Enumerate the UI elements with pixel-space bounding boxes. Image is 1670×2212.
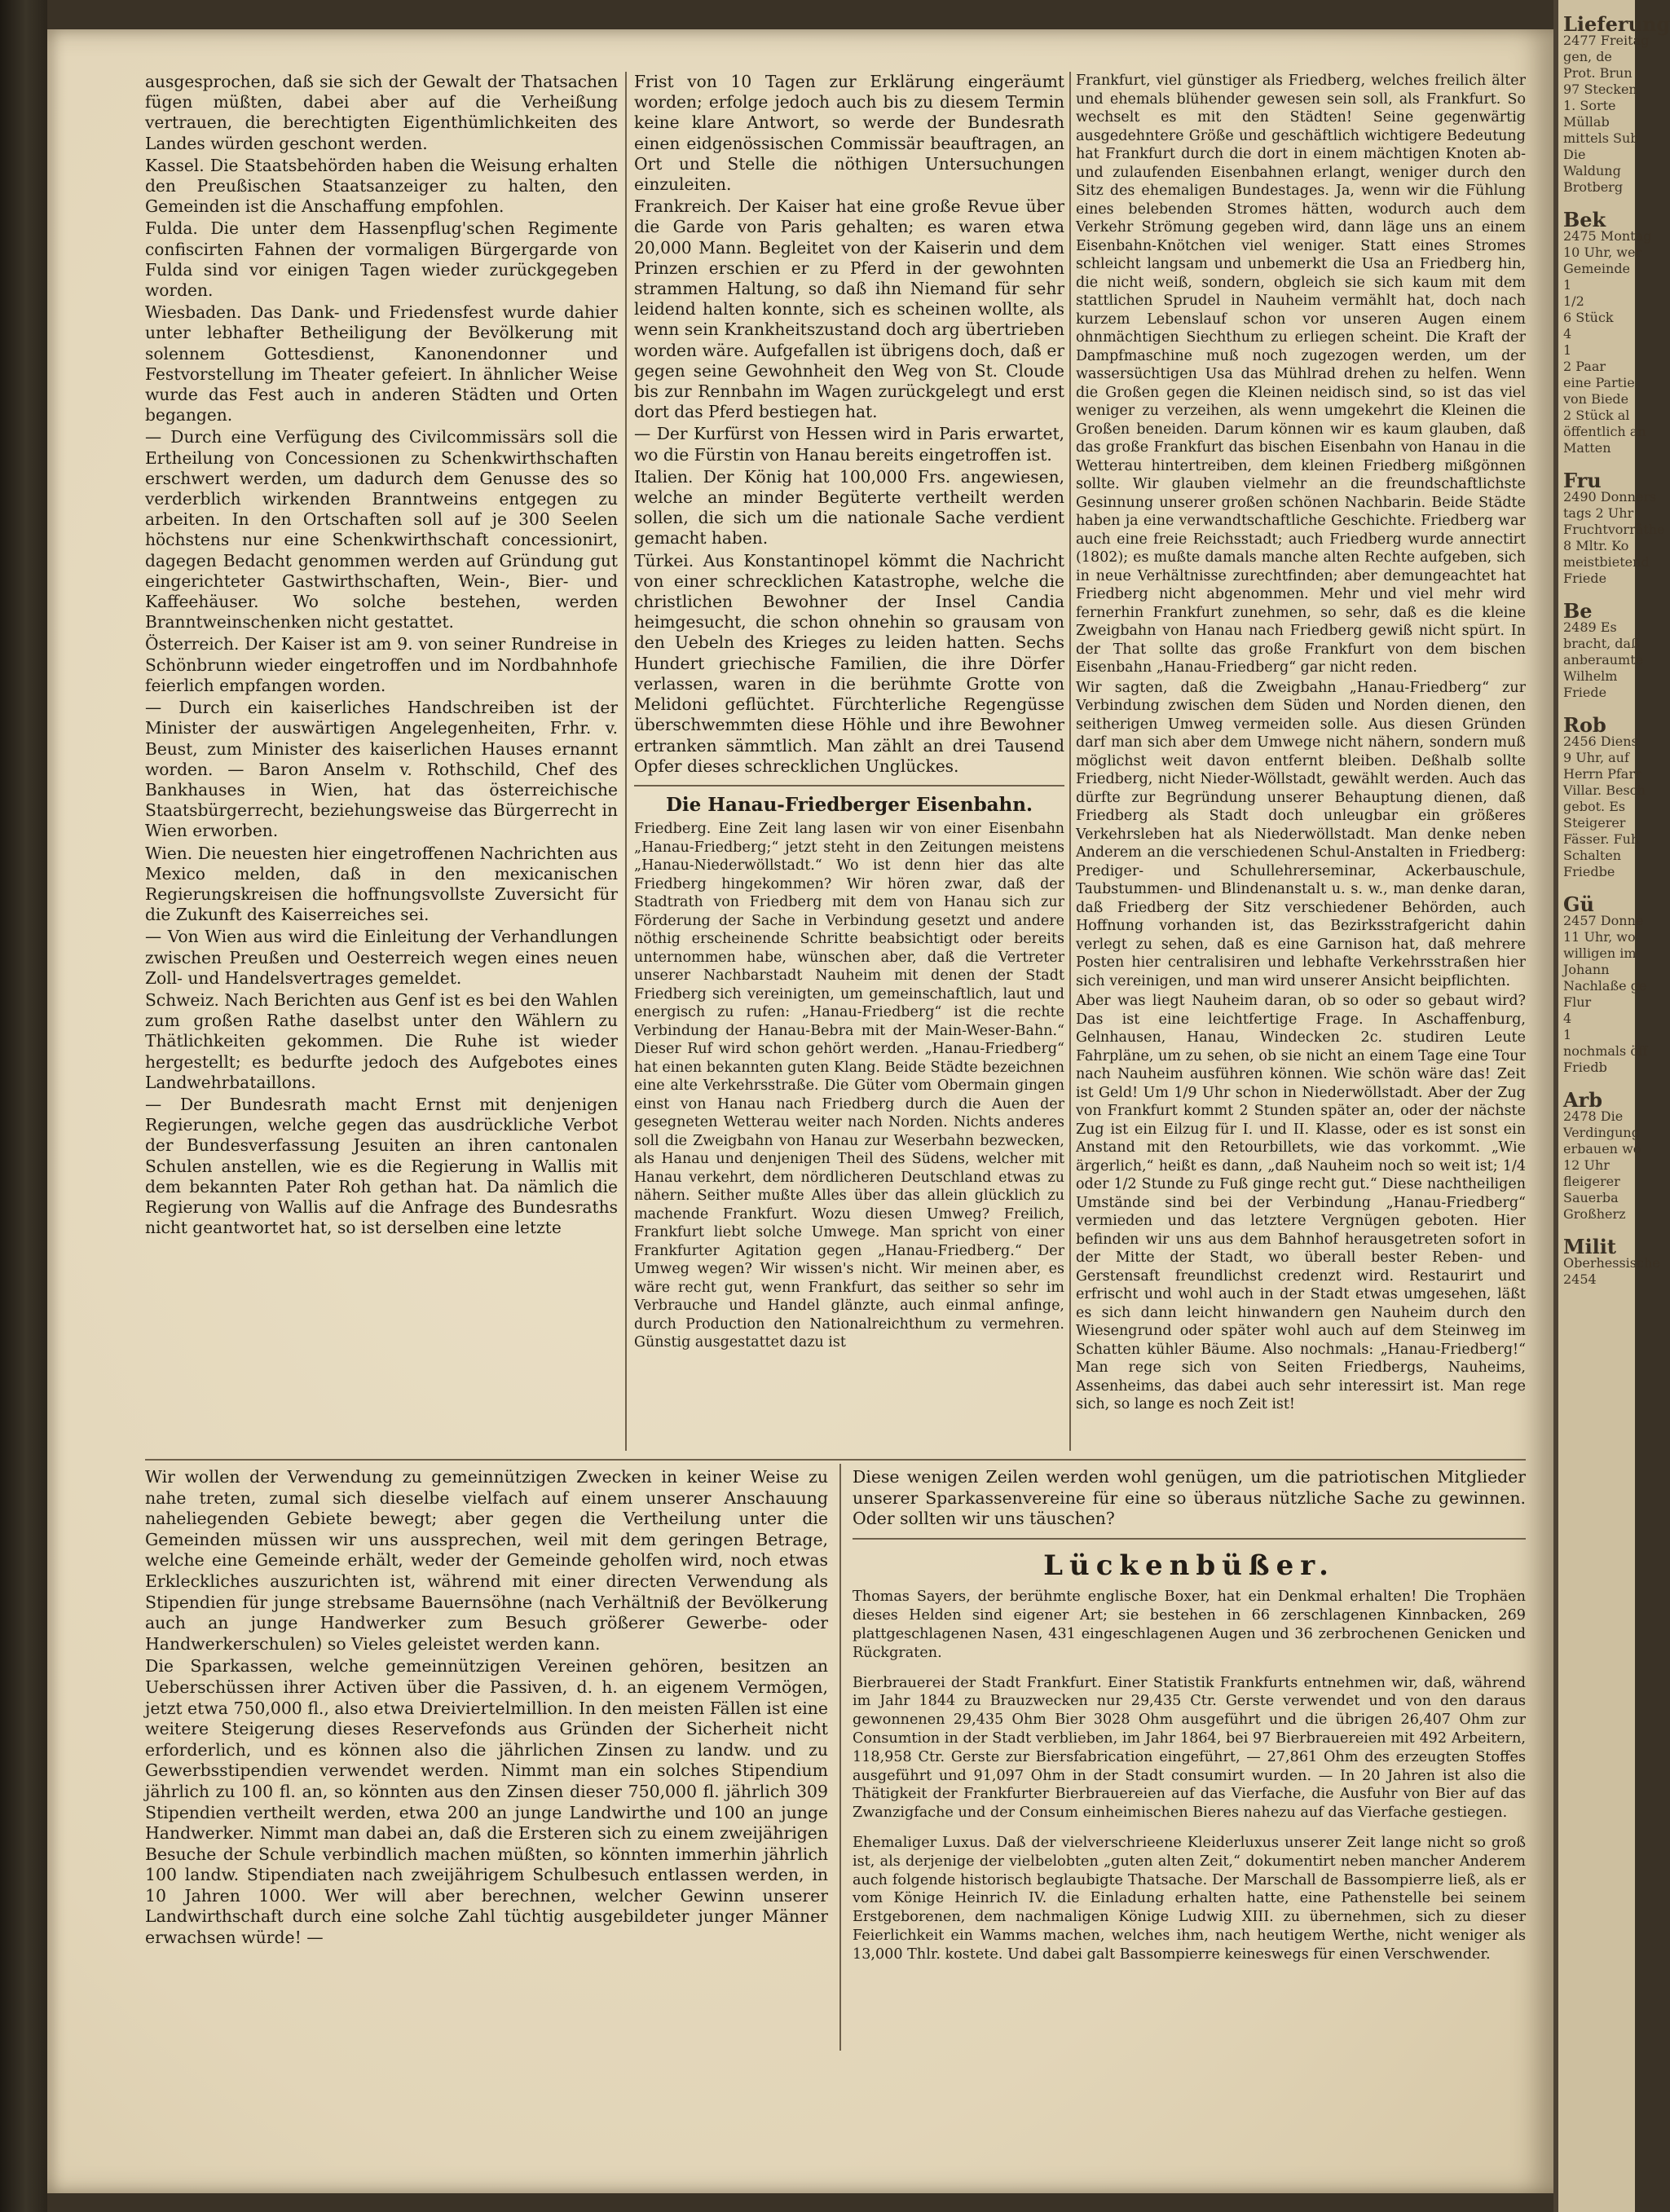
adjacent-page-fragment: 10 Uhr, wer — [1563, 245, 1642, 260]
adjacent-page-fragment: Oberhessische — [1563, 1255, 1660, 1271]
adjacent-page-fragment: Friedb — [1563, 1060, 1607, 1075]
adjacent-page-fragment: 1/2 — [1563, 293, 1584, 309]
adjacent-page-fragment: Wilhelm — [1563, 668, 1618, 684]
adjacent-page-fragment: Steigerer — [1563, 815, 1626, 831]
adjacent-page-strip — [1553, 0, 1670, 2212]
adjacent-page-fragment: Prot. Brun — [1563, 65, 1633, 81]
column-1 — [145, 72, 618, 1240]
adjacent-page-fragment: öffentlich an — [1563, 424, 1646, 439]
adjacent-page-fragment: Matten — [1563, 440, 1611, 456]
adjacent-page-fragment: 6 Stück — [1563, 310, 1614, 325]
adjacent-page-fragment: Johann — [1563, 962, 1610, 977]
article-body — [634, 820, 1064, 1352]
adjacent-page-fragment: 97 Stecken — [1563, 82, 1637, 97]
adjacent-page-fragment: Flur — [1563, 994, 1592, 1010]
sparkassen-para: Wir wollen der Verwendung zu gemeinnützigen Zwecken in keiner Weise zu nahe treten, zumal sich dieselbe vielfach auf einem unserer Anschauung naheliegenden Gebiete bewegt; aber gegen die Vertheilung unter die Gemeinden müssen wir uns aussprechen, weil mit dem geringen Betrage, welche eine Gemeinde erhält, weder der Gemeinde geholfen wird, noch etwas Erkleckliches auszurichten ist, während mit einer directen Verwendung als Stipendien für junge strebsame Bauernsöhne (nach Verhältniß der Bevölkerung auch an junge Handwerker zum Besuch größerer Gewerbe- oder Handwerkerschulen) so Vieles geleistet werden kann. — [145, 1467, 828, 1654]
sparkassen-closing: Diese wenigen Zeilen werden wohl genügen, um die patriotischen Mitglieder unserer Sparkassenvereine für eine so überaus nützliche Sache zu gewinnen. Oder sollten wir uns täuschen? — [853, 1467, 1526, 1529]
column-2 — [634, 72, 1064, 1354]
adjacent-page-fragment: Gü — [1563, 892, 1594, 916]
adjacent-page-fragment: Sauerba — [1563, 1190, 1619, 1205]
adjacent-page-fragment: 2490 Donners — [1563, 489, 1657, 505]
col3-para: Wir sagten, daß die Zweigbahn „Hanau-Friedberg“ zur Verbindung zwischen dem Süden und Norden dienen, den seitherigen Umweg vermeiden solle. Aus diesen Gründen darf man sich aber dem Umwege nicht nähern, sondern muß möglichst weit davon entfernt bleiben. Deßhalb sollte Friedberg, nicht Nieder-Wöllstadt, gewählt werden. Auch das dürfte zur Begründung unserer Behauptung dienen, daß Friedberg als Stadt doch unleugbar ein größeres Verkehrsleben hat als Niederwöllstadt. Man denke neben Anderem an die verschiedenen Schul-Anstalten in Friedberg: Prediger- und Schullehrerseminar, Ackerbauschule, Taubstummen- und Blindenanstalt u. s. w., man denke daran, daß Friedberg der Sitz verschiedener Behörden, auch Hoffnung vorhanden ist, das Bezirksstrafgericht dahin verlegt zu sehen, daß es eine Garnison hat, daß mehrere Posten hier centralisiren und lebhafte Verkehrsstraßen hier sich vereinigen, und man wird unserer Ansicht beipflichten. — [1076, 679, 1526, 989]
sparkassen-para: Die Sparkassen, welche gemeinnützigen Vereinen gehören, besitzen an Ueberschüssen ihrer Activen über die Passiven, d. h. an eigenem Vermögen, jetzt etwa 750,000 fl., also etwa Dreiviertelmillion. In den meisten Fällen ist eine weitere Steigerung dieses Reservefonds aus Gründen der Sicherheit nicht erforderlich, und es können also die jährlichen Zinsen zu landw. und zu Gewerbsstipendien verwendet werden. Nimmt man ein solches Stipendium jährlich zu 100 fl. an, so könnten aus den Zinsen dieser 750,000 fl. jährlich 309 Stipendien vertheilt werden, etwa 200 an junge Landwirthe und 100 an junge Handwerker. Nimmt man dabei an, daß die Ersteren sich zu einem zweijährigen Besuche der Schule verbindlich machen müßten, so könnten immerhin jährlich 100 landw. Stipendiaten nach zweijährigem Schulbesuch entlassen werden, in 10 Jahren 1000. Wer will aber berechnen, welcher Gewinn unserer Landwirthschaft durch eine solche Zahl tüchtig ausgebildeter junger Männer erwachsen würde! — — [145, 1656, 828, 1948]
adjacent-page-fragment: Friede — [1563, 685, 1607, 700]
col1-para: Wiesbaden. Das Dank- und Friedensfest wurde dahier unter lebhafter Betheiligung der Bevölkerung mit solennem Gottesdienst, Kanonendonner und Festvorstellung im Theater gefeiert. In ähnlicher Weise wurde das Fest auch in anderen Städten und Orten begangen. — [145, 302, 618, 425]
adjacent-page-fragment: Die — [1563, 147, 1586, 162]
col1-para-schweiz: Schweiz. Nach Berichten aus Genf ist es bei den Wahlen zum großen Rathe daselbst unter den Wählern zu Thätlichkeiten gekommen. Die Ruhe ist wieder hergestellt; es bedurfte jedoch des Aufgebotes eines Landwehrbataillons. — [145, 989, 618, 1092]
lueckenbuesser-item: Ehemaliger Luxus. Daß der vielverschrieene Kleiderluxus unserer Zeit lange nicht so groß ist, als derjenige der vielbelobten „guten alten Zeit,“ dokumentirt neben mancher Anderem auch folgende historisch beglaubigte Thatsache. Der Marschall de Bassompierre ließ, als er vom Könige Heinrich IV. die Einladung erhalten hatte, eine Pathenstelle bei seinem Erstgeborenen, dem nachmaligen Könige Ludwig XIII. zu übernehmen, sich zu dieser Feierlichkeit ein Wamms machen, welches ihm, nach heutigem Werthe, nicht weniger als 13,000 Thlr. kostete. Und dabei galt Bassompierre keineswegs für einen Verschwender. — [853, 1834, 1526, 1963]
adjacent-page-fragment: 9 Uhr, auf — [1563, 750, 1629, 765]
col3-para: Frankfurt, viel günstiger als Friedberg, welches freilich älter und ehemals blühender gewesen sein soll, als Frankfurt. So wechselt es mit den Städten! Seine gegenwärtig ausgedehntere Größe und geschäftlich wichtigere Bedeutung hat Frankfurt durch die dort in einem mächtigen Knoten ab- und zulaufenden Eisenbahnen erlangt, weniger durch den Sitz des ehemaligen Bundestages. Ja, wenn wir die Fühlung eines belebenden Stromes hätten, wodurch auch dem Verkehr Strömung gegeben wird, dann läge uns an einem Eisenbahn-Knötchen viel weniger. Statt eines Stromes schleicht langsam und unbemerkt die Usa an Friedberg hin, die nicht weiß, sondern, obgleich sie sich kaum mit dem stattlichen Sprudel in Nauheim vermählt hat, doch nach kurzem Lebenslauf schon vor unseren Augen einem ohnmächtigen Siechthum zu erliegen scheint. Die Kraft der Dampfmaschine muß noch zugezogen werden, um der wassersüchtigen Usa das Mühlrad drehen zu helfen. Wenn die Großen gegen die Kleinen neidisch sind, so ist das viel weniger zu verzeihen, als wenn umgekehrt die Kleinen die Großen beneiden. Darum können wir es kaum glauben, daß das große Frankfurt das bischen Eisenbahn von Hanau in die Wetterau hintertreiben, dem kleinen Friedberg mißgönnen sollte. Wir glauben vielmehr an die freundschaftlichste Gesinnung unserer großen schönen Nachbarin. Beide Städte haben ja eine verwandtschaftliche Geschichte. Friedberg war auch eine freie Reichsstadt; auch Friedberg wurde annectirt (1802); es mußte damals manche alten Rechte aufgeben, sich in neue Verhältnisse zurechtfinden; aber demungeachtet hat Friedberg nicht abgenommen. Mehr und viel mehr wird fernerhin Frankfurt zunehmen, so sehr, daß es die kleine Zweigbahn von Hanau nach Friedberg gewiß nicht spürt. In der That sollte das große Frankfurt von dem bischen Eisenbahn „Hanau-Friedberg“ gar nicht reden. — [1076, 73, 1526, 676]
adjacent-page-fragment: erbauen wo — [1563, 1141, 1641, 1157]
adjacent-page-fragment: mittels Sub — [1563, 130, 1639, 146]
column-divider — [839, 1464, 841, 2051]
adjacent-page-fragment: Friedbe — [1563, 864, 1615, 879]
section-rule — [145, 1459, 1526, 1461]
book-binding — [0, 0, 47, 2212]
adjacent-page-fragment: 2478 Die — [1563, 1108, 1624, 1124]
article-rule — [634, 785, 1064, 787]
adjacent-page-fragment: Waldung — [1563, 163, 1621, 178]
adjacent-page-fragment: bracht, daß — [1563, 636, 1640, 651]
adjacent-page-fragment: 12 Uhr — [1563, 1157, 1610, 1173]
col1-para: — Von Wien aus wird die Einleitung der Verhandlungen zwischen Preußen und Oesterreich wegen eines neuen Zoll- und Handelsvertrages gemeldet. — [145, 927, 618, 988]
col1-para: Wien. Die neuesten hier eingetroffenen Nachrichten aus Mexico melden, daß in den mexicanischen Regierungskreisen die hoffnungsvollste Zuversicht für die Zukunft des Kaiserreiches sei. — [145, 843, 618, 925]
adjacent-page-fragment: Nachlaße ge — [1563, 978, 1647, 994]
adjacent-page-fragment: Großherz — [1563, 1206, 1626, 1222]
col1-para: — Durch eine Verfügung des Civilcommissärs soll die Ertheilung von Concessionen zu Schenkwirthschaften erschwert werden, um dadurch dem Genusse des so verderblich wirkenden Branntweins entgegen zu arbeiten. In den Ortschaften soll auf je 300 Seelen höchstens nur eine Schenkwirthschaft concessionirt, dagegen Bedacht genommen werden auf Gründung gut eingerichteter Gastwirthschaften, Wein-, Bier- und Kaffeehäuser. Wo solche bestehen, werden Branntweinschenken nicht gestattet. — [145, 427, 618, 632]
adjacent-page-fragment: 2456 Diens — [1563, 734, 1638, 749]
adjacent-page-fragment: Arb — [1563, 1088, 1603, 1112]
adjacent-page-fragment: 2489 Es — [1563, 619, 1617, 635]
column-divider — [1069, 72, 1071, 1451]
adjacent-page-fragment: 2454 — [1563, 1271, 1597, 1287]
adjacent-page-fragment: Friede — [1563, 571, 1607, 586]
lueckenbuesser-item: Bierbrauerei der Stadt Frankfurt. Einer Statistik Frankfurts entnehmen wir, daß, während im Jahr 1844 zu Brauzwecken nur 29,435 Ctr. Gerste verwendet und von den daraus gewonnenen 29,435 Ohm Bier 3028 Ohm ausgeführt und die übrigen 26,407 Ohm zur Consumtion in der Stadt verblieben, im Jahr 1864, bei 97 Bierbrauereien mit 492 Arbeitern, 118,958 Ctr. Gerste zur Biersfabrication eingeführt, — 27,861 Ohm des erzeugten Stoffes ausgeführt und 91,097 Ohm in der Stadt consumirt wurden. — In 20 Jahren ist also die Thätigkeit der Frankfurter Bierbrauereien auf das Vierfache, die Ausfuhr von Bier auf das Zwanzigfache und der Consum einheimischen Bieres nahezu auf das Vierfache gestiegen. — [853, 1674, 1526, 1822]
col2-para-frankreich: Frankreich. Der Kaiser hat eine große Revue über die Garde von Paris gehalten; es waren etwa 20,000 Mann. Begleitet von der Kaiserin und dem Prinzen erschien er zu Pferd in der gewohnten strammen Haltung, so daß ihn Niemand für sehr leidend halten konnte, sich es scheinen wollte, als wenn sein Krankheitszustand doch arg übertrieben worden wäre. Aufgefallen ist übrigens doch, daß er gegen seine Gewohnheit den Weg von St. Cloude bis zur Rennbahn im Wagen zurückgelegt und erst dort das Pferd bestiegen hat. — [634, 196, 1064, 422]
adjacent-page-fragment: nochmals öff — [1563, 1043, 1648, 1059]
col2-para: — Der Kurfürst von Hessen wird in Paris erwartet, wo die Fürstin von Hanau bereits eingetroffen ist. — [634, 424, 1064, 465]
article-para: Friedberg. Eine Zeit lang lasen wir von einer Eisenbahn „Hanau-Friedberg;“ jetzt steht in den Zeitungen meistens „Hanau-Niederwöllstadt.“ Wo ist denn hier das alte Friedberg hingekommen? Wir hören zwar, daß der Stadtrath von Friedberg mit dem von Hanau sich zur Förderung der Sache in Verbindung gesetzt und andere nöthig erscheinende Schritte beabsichtigt oder bereits unternommen habe, wünschen aber, daß die Vertreter unserer Nachbarstadt Nauheim mit denen der Stadt Friedberg sich vereinigten, um gemeinschaftlich, laut und energisch zu rufen: „Hanau-Friedberg“ ist die rechte Verbindung der Hanau-Bebra mit der Main-Weser-Bahn.“ Dieser Ruf wird schon gehört werden. „Hanau-Friedberg“ hat einen bekannten guten Klang. Beide Städte bezeichnen eine alte Verkehrsstraße. Die Güter vom Obermain gingen einst von Hanau nach Friedberg durch die Auen der gesegneten Wetterau weiter nach Norden. Nichts anderes soll die Zweigbahn von Hanau zur Weserbahn bezwecken, als Hanau und denjenigen Theil des Südens, welcher mit Hanau verkehrt, dem nördlicheren Deutschland etwas zu nähern. Seither mußte Alles über das allein glücklich zu machende Frankfurt. Wozu diesen Umweg? Freilich, Frankfurt liebt solche Umwege. Man spricht von einer Frankfurter Agitation gegen „Hanau-Friedberg.“ Der Umweg wegen? Wir wissen's nicht. Wir meinen aber, es wäre recht gut, wenn Frankfurt, das seither so sehr im Verbrauche und Handel glänzte, auch einmal anfinge, durch Production den Nationalreichthum zu vermehren. Günstig ausgestattet dazu ist — [634, 821, 1064, 1351]
adjacent-page-fragment: Rob — [1563, 713, 1606, 737]
adjacent-page-fragment: 8 Mltr. Ko — [1563, 538, 1629, 553]
col1-para: ausgesprochen, daß sie sich der Gewalt der Thatsachen fügen müßten, dabei aber auf die Verheißung vertrauen, die berechtigten Eigenthümlichkeiten des Landes würden geschont werden. — [145, 72, 618, 153]
adjacent-page-fragment: 4 — [1563, 326, 1572, 341]
adjacent-page-fragment: Müllab — [1563, 114, 1610, 130]
adjacent-page-fragment: Milit — [1563, 1235, 1617, 1258]
lueckenbuesser-items — [853, 1588, 1526, 1963]
col2-para-tuerkei: Türkei. Aus Konstantinopel kömmt die Nachricht von einer schrecklichen Katastrophe, welche die christlichen Bewohner der Insel Candia heimgesucht, die schon ohnehin so grausam von den Uebeln des Krieges zu leiden hatten. Sechs Hundert griechische Familien, die ihre Dörfer verlassen, waren in die berühmte Grotte von Melidoni geflüchtet. Fürchterliche Regengüsse überschwemmten diese Höhle und ihre Bewohner ertranken sämmtlich. Man zählt an drei Tausend Opfer dieses schrecklichen Unglückes. — [634, 550, 1064, 776]
col1-para: Fulda. Die unter dem Hassenpflug'schen Regimente confiscirten Fahnen der vormaligen Bürgergarde von Fulda sind vor einigen Tagen wieder zurückgegeben worden. — [145, 218, 618, 301]
lueckenbuesser-item: Thomas Sayers, der berühmte englische Boxer, hat ein Denkmal erhalten! Die Trophäen dieses Helden sind eigener Art; sie bestehen in 66 zerschlagenen Kinnbacken, 269 plattgeschlagenen Nasen, 431 eingeschlagenen Augen und 36 zerbrochenen Genicken und Rückgraten. — [853, 1588, 1526, 1661]
adjacent-page-fragment: Be — [1563, 599, 1593, 623]
adjacent-page-fragment: 2 Stück al — [1563, 408, 1630, 423]
adjacent-page-fragment: 1 — [1563, 342, 1572, 358]
col1-para: — Durch ein kaiserliches Handschreiben ist der Minister der auswärtigen Angelegenheiten, Frhr. v. Beust, zum Minister des kaiserlichen Hauses ernannt worden. — Baron Anselm v. Rothschild, Chef des Bankhauses in Wien, hat das österreichische Staatsbürgerrecht, beziehungsweise das Bürgerrecht in Wien erworben. — [145, 698, 618, 841]
lueckenbuesser-title: Lückenbüßer. — [1043, 1549, 1335, 1582]
adjacent-page-fragment: 1 — [1563, 277, 1572, 293]
adjacent-page-fragment: 1 — [1563, 1027, 1572, 1042]
adjacent-page-fragment: 2457 Donne — [1563, 913, 1644, 928]
adjacent-page-fragment: Gemeinde — [1563, 261, 1631, 276]
adjacent-page-fragment: Villar. Besch — [1563, 782, 1646, 798]
adjacent-page-fragment: 2475 Montag — [1563, 228, 1652, 244]
adjacent-page-fragment: 2 Paar — [1563, 359, 1606, 374]
col3-para: Aber was liegt Nauheim daran, ob so oder so gebaut wird? Das ist eine leichtfertige Frage. In Aschaffenburg, Gelnhausen, Hanau, Windecken 2c. studiren Leute Fahrpläne, um zu sehen, ob sie nicht an einem Tage eine Tour nach Nauheim ausführen können. Wie schön wäre das! Zeit ist Geld! Um 1/9 Uhr schon in Niederwöllstadt. Aber der Zug von Frankfurt kommt 2 Stunden später an, oder der nächste Zug ist ein Eilzug für I. und II. Klasse, oder es ist sonst ein Anstand mit den Retourbillets, wie das vorkommt. „Wie ärgerlich,“ heißt es dann, „daß Nauheim noch so weit ist; 1/4 oder 1/2 Stunde zu Fuß ginge recht gut.“ Diese nachtheiligen Umstände sind bei der Verbindung „Hanau-Friedberg“ vermieden und das letztere Vergnügen geboten. Hier befinden wir uns aus dem Bahnhof herausgetreten sofort in der Mitte der Stadt, wo überall bester Reben- und Gerstensaft freundlichst credenzt wird. Restaurirt und erfrischt und wohl auch in der Stadt etwas umgesehen, läßt es sich dann leicht hinwandern gen Nauheim durch den Wiesengrund oder später wohl auch auf dem Steinweg im Schatten kühler Bäume. Also nochmals: „Hanau-Friedberg!“ Man rege sich von Seiten Friedbergs, Nauheims, Assenheims, das dabei auch sehr interessirt ist. Man rege sich, so lange es noch Zeit ist! — [1076, 993, 1526, 1412]
sparkassen-article — [145, 1467, 828, 1950]
col2-para-italien: Italien. Der König hat 100,000 Frs. angewiesen, welche an minder Begüterte vertheilt werden sollen, die sich um die nationale Sache verdient gemacht haben. — [634, 466, 1064, 549]
adjacent-page-fragment: Fässer. Fuh — [1563, 831, 1640, 847]
col1-para: — Der Bundesrath macht Ernst mit denjenigen Regierungen, welche gegen das ausdrückliche Verbot der Bundesverfassung Jesuiten an ihren cantonalen Schulen anstellen, wie es die Regierung in Wallis mit dem bekannten Pater Roh gethan hat. Da nämlich die Regierung von Wallis auf die Anfrage des Bundesraths nicht geantwortet hat, so ist derselben eine letzte — [145, 1094, 618, 1238]
adjacent-page-fragment: Bek — [1563, 208, 1606, 231]
adjacent-page-fragment: tags 2 Uhr — [1563, 505, 1634, 521]
adjacent-page-fragment: fleigerer — [1563, 1174, 1620, 1189]
section-rule — [853, 1538, 1526, 1540]
adjacent-page-fragment: 4 — [1563, 1011, 1572, 1026]
adjacent-page-fragment: Lieferung — [1563, 12, 1670, 36]
col1-para: Kassel. Die Staatsbehörden haben die Weisung erhalten den Preußischen Staatsanzeiger zu halten, den Gemeinden ist die Anschaffung empfohlen. — [145, 155, 618, 217]
adjacent-page-fragment: 11 Uhr, wo — [1563, 929, 1636, 945]
article-title: Die Hanau-Friedberger Eisenbahn. — [665, 793, 1033, 816]
column-3 — [1076, 72, 1526, 1416]
adjacent-page-fragment: Brotberg — [1563, 179, 1624, 195]
adjacent-page-fragment: 1. Sorte — [1563, 98, 1616, 113]
bottom-right-section — [853, 1467, 1526, 1976]
adjacent-page-fragment: Schalten — [1563, 848, 1622, 863]
col1-para-oesterreich: Österreich. Der Kaiser ist am 9. von seiner Rundreise in Schönbrunn wieder eingetroffen und im Nordbahnhofe feierlich empfangen worden. — [145, 634, 618, 695]
adjacent-page-fragment: Fru — [1563, 469, 1602, 492]
column-divider — [625, 72, 627, 1451]
adjacent-page-fragment: eine Partie — [1563, 375, 1635, 390]
adjacent-page-fragment: von Biede — [1563, 391, 1629, 407]
adjacent-page-fragment: gen, de — [1563, 49, 1612, 64]
col2-para: Frist von 10 Tagen zur Erklärung eingeräumt worden; erfolge jedoch auch bis zu diesem Termin keine klare Antwort, so werde der Bundesrath einen eidgenössischen Commissär beauftragen, an Ort und Stelle die nöthigen Untersuchungen einzuleiten. — [634, 72, 1064, 195]
adjacent-page-fragment: anberaumte — [1563, 652, 1644, 668]
adjacent-page-fragment: willigen im — [1563, 945, 1637, 961]
adjacent-page-fragment: Herrn Pfarr — [1563, 766, 1641, 782]
adjacent-page-fragment: Verdingung — [1563, 1125, 1640, 1140]
adjacent-page-fragment: 2477 Freitag — [1563, 33, 1650, 48]
adjacent-page-fragment: Fruchtvorräthe — [1563, 522, 1665, 537]
adjacent-page-fragment: meistbietend — [1563, 554, 1650, 570]
adjacent-page-fragment: gebot. Es — [1563, 799, 1626, 814]
